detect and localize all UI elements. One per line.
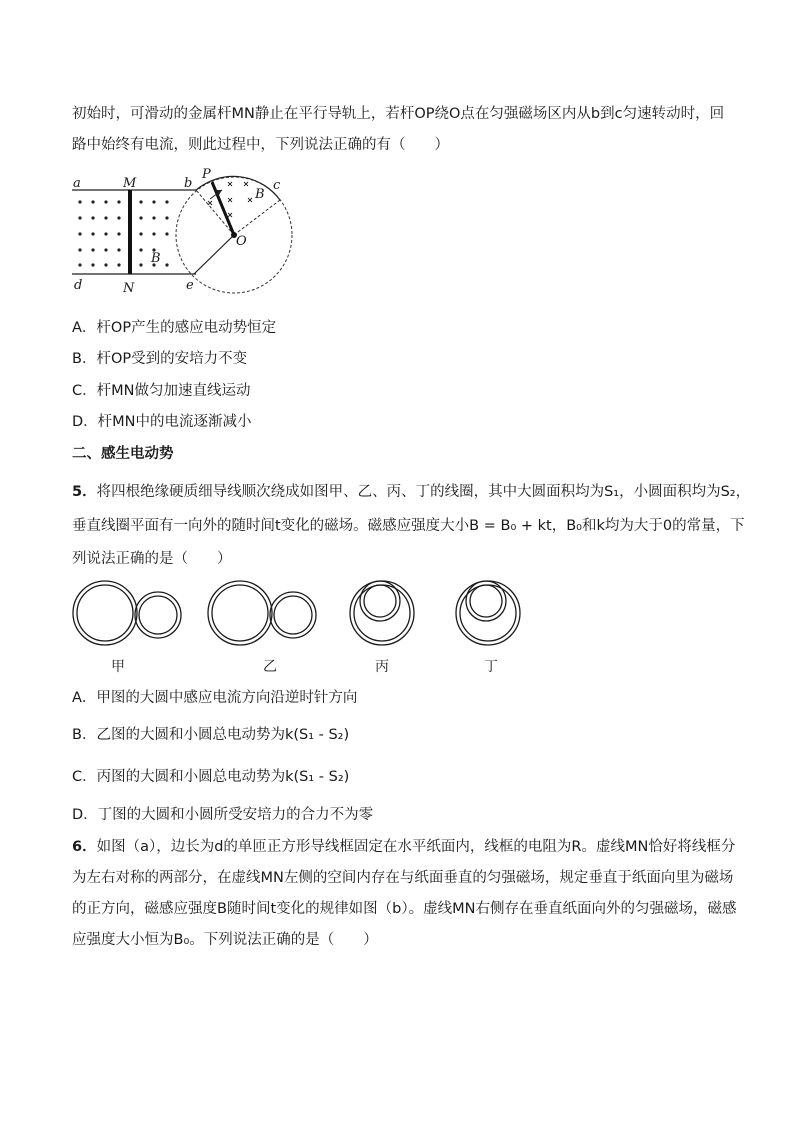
coil-ding [456, 581, 520, 645]
q5-option-d[interactable]: D．丁图的大圆和小圆所受安培力的合力不为零 [72, 807, 374, 823]
q6-stem-line2: 为左右对称的两部分，在虚线MN左侧的空间内存在与纸面垂直的匀强磁场，规定垂直于纸面向里为磁场 [72, 870, 734, 886]
q6-stem-line4: 应强度大小恒为B₀。下列说法正确的是（ ） [72, 932, 378, 948]
q5-stem-text1: 将四根绝缘硬质细导线顺次绕成如图甲、乙、丙、丁的线圈，其中大圆面积均为S₁，小圆面积均为S₂， [96, 484, 751, 500]
q5-option-c[interactable]: C．丙图的大圆和小圆总电动势为k(S₁ - S₂) [72, 769, 350, 785]
caption-yi: 乙 [263, 659, 277, 675]
label-B-left: B [151, 251, 161, 266]
caption-jia: 甲 [111, 659, 125, 675]
q4-figure [60, 165, 310, 300]
section-heading: 二、感生电动势 [72, 446, 174, 462]
label-M: M [123, 176, 137, 191]
caption-ding: 丁 [484, 659, 498, 675]
label-e: e [186, 278, 194, 293]
q4-option-d[interactable]: D．杆MN中的电流逐渐减小 [72, 414, 252, 430]
label-N: N [123, 281, 135, 296]
label-c: c [273, 178, 281, 193]
q5-option-a[interactable]: A．甲图的大圆中感应电流方向沿逆时针方向 [72, 690, 358, 706]
q4-option-c[interactable]: C．杆MN做匀加速直线运动 [72, 383, 251, 399]
q6-stem-text1: 如图（a），边长为d的单匝正方形导线框固定在水平纸面内，线框的电阻为R。虚线MN恰好将线框分 [96, 839, 736, 855]
label-d: d [74, 278, 83, 293]
q5-option-b[interactable]: B．乙图的大圆和小圆总电动势为k(S₁ - S₂) [72, 727, 350, 743]
coil-bing [350, 581, 414, 645]
q5-stem-line1 [72, 480, 750, 501]
label-b: b [184, 176, 193, 191]
q5-stem-line3: 列说法正确的是（ ） [72, 551, 232, 567]
label-P: P [202, 167, 211, 182]
label-O: O [236, 234, 247, 249]
q4-option-a[interactable]: A．杆OP产生的感应电动势恒定 [72, 320, 277, 336]
q6-number: 6． [72, 839, 97, 855]
q4-stem-line2: 路中始终有电流，则此过程中，下列说法正确的有（ ） [72, 137, 449, 153]
coil-yi [208, 581, 316, 645]
q4-option-b[interactable]: B．杆OP受到的安培力不变 [72, 351, 248, 367]
q6-stem-line3: 的正方向，磁感应强度B随时间t变化的规律如图（b）。虚线MN右侧存在垂直纸面向外的匀强磁场，磁感 [72, 901, 737, 917]
q6-stem-line1 [72, 835, 735, 856]
label-a: a [73, 176, 81, 191]
q5-stem-line2: 垂直线圈平面有一向外的随时间t变化的磁场。磁感应强度大小B = B₀ + kt，B₀和k均为大于0的常量，下 [72, 518, 745, 534]
coil-jia [73, 581, 181, 645]
q4-stem-line1: 初始时，可滑动的金属杆MN静止在平行导轨上，若杆OP绕O点在匀强磁场区内从b到c匀速转动时，回 [72, 106, 725, 122]
q5-number: 5． [72, 484, 97, 500]
q5-figures [60, 575, 550, 680]
caption-bing: 丙 [375, 659, 389, 675]
label-B-right: B [255, 187, 265, 202]
